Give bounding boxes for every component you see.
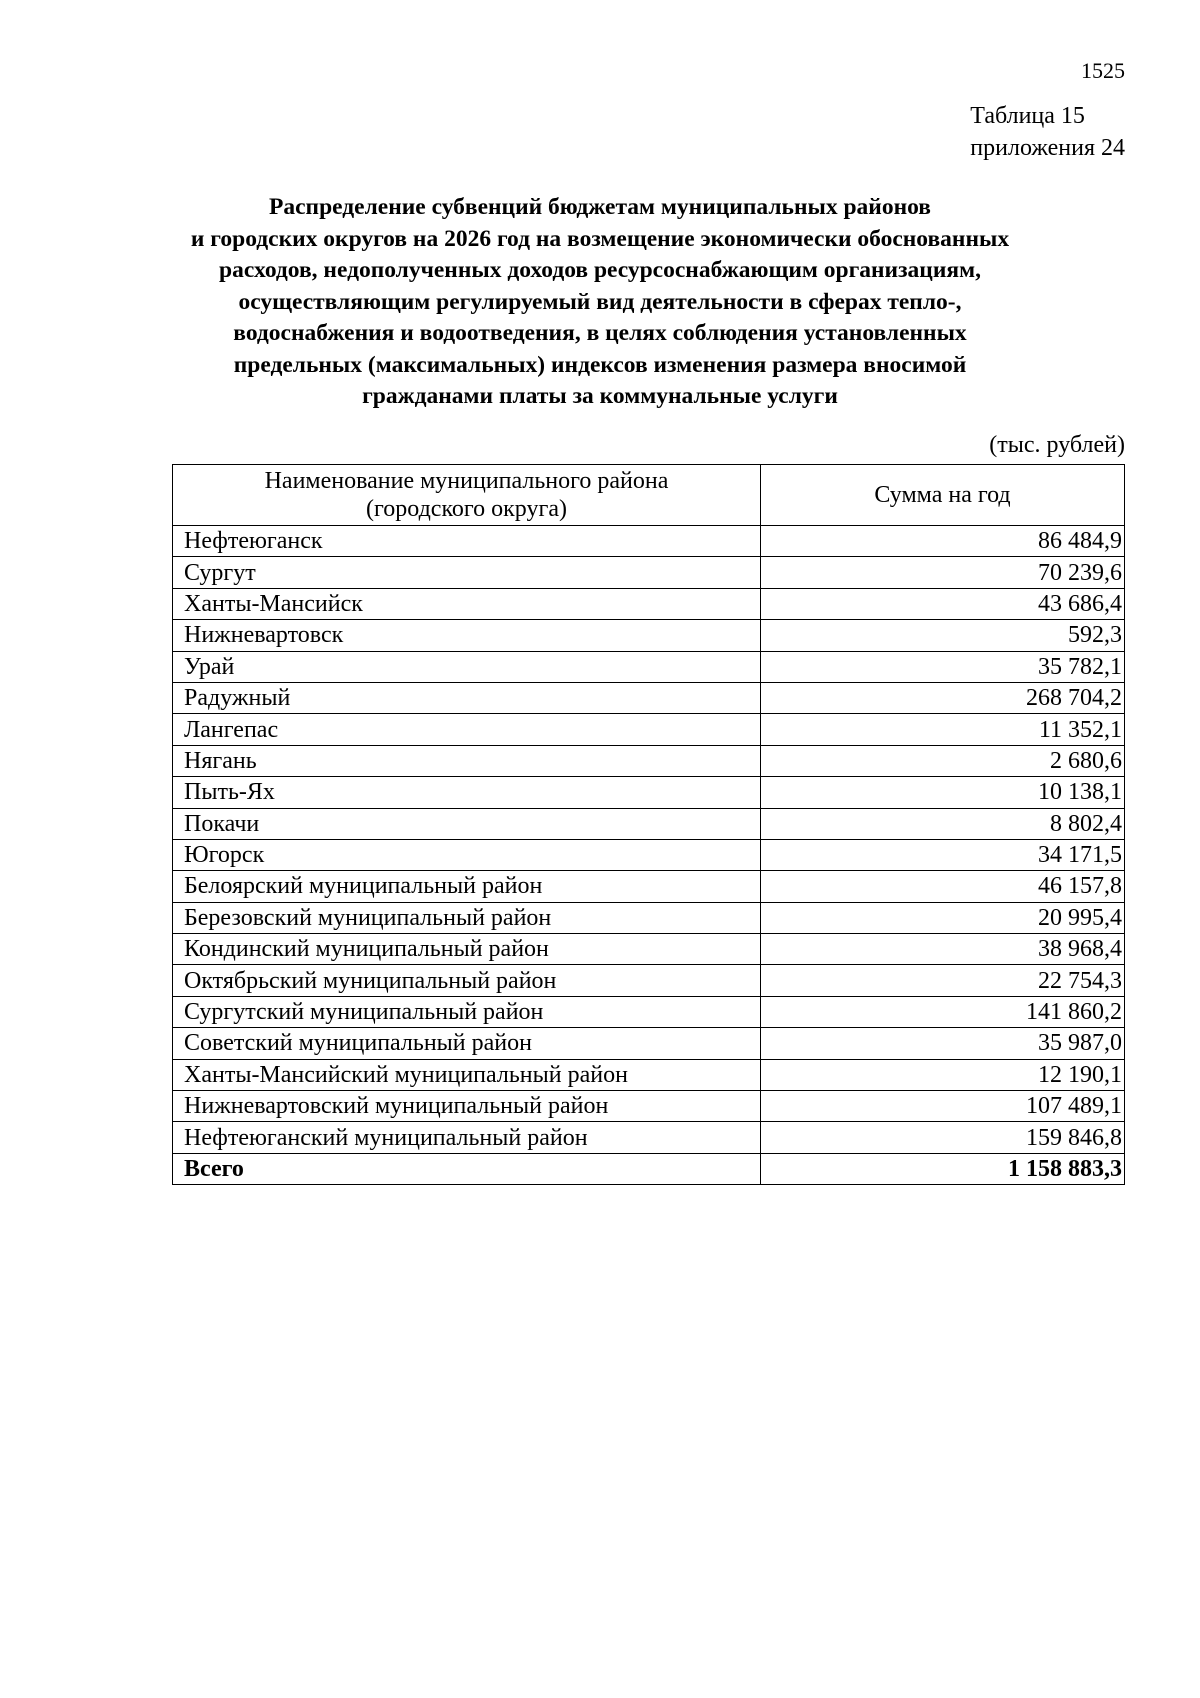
header-municipality bbox=[173, 465, 761, 526]
table-row bbox=[173, 871, 1125, 902]
table-row bbox=[173, 526, 1125, 557]
table-row bbox=[173, 714, 1125, 745]
table-header-row bbox=[173, 465, 1125, 526]
amount-value: 70 239,6 bbox=[761, 557, 1125, 588]
municipality-name: Ханты-Мансийский муниципальный район bbox=[173, 1059, 761, 1090]
table-row bbox=[173, 1091, 1125, 1122]
table-row bbox=[173, 557, 1125, 588]
amount-value: 592,3 bbox=[761, 620, 1125, 651]
header-municipality-line1: Наименование муниципального района bbox=[264, 468, 669, 494]
title-line: и городских округов на 2026 год на возмещение экономически обоснованных bbox=[190, 225, 1010, 252]
municipality-name: Нефтеюганский муниципальный район bbox=[173, 1122, 761, 1153]
unit-note: (тыс. рублей) bbox=[989, 432, 1125, 458]
table-row bbox=[173, 777, 1125, 808]
table-row bbox=[173, 1059, 1125, 1090]
amount-value: 34 171,5 bbox=[761, 839, 1125, 870]
page-number: 1525 bbox=[1081, 58, 1125, 83]
amount-value: 12 190,1 bbox=[761, 1059, 1125, 1090]
amount-value: 268 704,2 bbox=[761, 682, 1125, 713]
municipality-name: Пыть-Ях bbox=[173, 777, 761, 808]
municipality-name: Кондинский муниципальный район bbox=[173, 934, 761, 965]
appendix-number: приложения 24 bbox=[970, 135, 1125, 161]
municipality-name: Белоярский муниципальный район bbox=[173, 871, 761, 902]
municipality-name: Лангепас bbox=[173, 714, 761, 745]
municipality-name: Урай bbox=[173, 651, 761, 682]
title-line: осуществляющим регулируемый вид деятельности в сферах тепло-, bbox=[238, 288, 962, 315]
municipality-name: Нягань bbox=[173, 745, 761, 776]
table-row bbox=[173, 902, 1125, 933]
title-line: гражданами платы за коммунальные услуги bbox=[362, 383, 838, 409]
amount-value: 159 846,8 bbox=[761, 1122, 1125, 1153]
table-row bbox=[173, 745, 1125, 776]
municipality-name: Покачи bbox=[173, 808, 761, 839]
table-row bbox=[173, 808, 1125, 839]
amount-value: 22 754,3 bbox=[761, 965, 1125, 996]
title-line: водоснабжения и водоотведения, в целях соблюдения установленных bbox=[233, 320, 967, 346]
table-row bbox=[173, 588, 1125, 619]
amount-value: 35 782,1 bbox=[761, 651, 1125, 682]
municipality-name: Нижневартовский муниципальный район bbox=[173, 1091, 761, 1122]
municipality-name: Сургутский муниципальный район bbox=[173, 996, 761, 1027]
amount-value: 8 802,4 bbox=[761, 808, 1125, 839]
table-body bbox=[173, 526, 1125, 1185]
amount-value: 107 489,1 bbox=[761, 1091, 1125, 1122]
municipality-name: Октябрьский муниципальный район bbox=[173, 965, 761, 996]
table-row bbox=[173, 934, 1125, 965]
header-municipality-line2: (городского округа) bbox=[366, 496, 567, 522]
municipality-name: Березовский муниципальный район bbox=[173, 902, 761, 933]
total-row bbox=[173, 1153, 1125, 1184]
amount-value: 86 484,9 bbox=[761, 526, 1125, 557]
municipality-name: Радужный bbox=[173, 682, 761, 713]
municipality-name: Ханты-Мансийск bbox=[173, 588, 761, 619]
subvention-table bbox=[172, 464, 1125, 1185]
document-title bbox=[150, 192, 1050, 413]
table-row bbox=[173, 682, 1125, 713]
total-label: Всего bbox=[173, 1153, 761, 1184]
amount-value: 43 686,4 bbox=[761, 588, 1125, 619]
total-amount: 1 158 883,3 bbox=[761, 1153, 1125, 1184]
title-line: Распределение субвенций бюджетам муниципальных районов bbox=[269, 194, 931, 220]
municipality-name: Советский муниципальный район bbox=[173, 1028, 761, 1059]
amount-value: 20 995,4 bbox=[761, 902, 1125, 933]
amount-value: 11 352,1 bbox=[761, 714, 1125, 745]
header-amount: Сумма на год bbox=[761, 465, 1125, 526]
table-row bbox=[173, 965, 1125, 996]
table-row bbox=[173, 620, 1125, 651]
amount-value: 46 157,8 bbox=[761, 871, 1125, 902]
table-number: Таблица 15 bbox=[970, 103, 1085, 129]
title-line: предельных (максимальных) индексов изменения размера вносимой bbox=[233, 351, 967, 378]
amount-value: 141 860,2 bbox=[761, 996, 1125, 1027]
municipality-name: Сургут bbox=[173, 557, 761, 588]
table-row bbox=[173, 651, 1125, 682]
amount-value: 2 680,6 bbox=[761, 745, 1125, 776]
municipality-name: Нефтеюганск bbox=[173, 526, 761, 557]
table-row bbox=[173, 1122, 1125, 1153]
table-reference bbox=[970, 100, 1125, 164]
amount-value: 35 987,0 bbox=[761, 1028, 1125, 1059]
table-row bbox=[173, 996, 1125, 1027]
municipality-name: Нижневартовск bbox=[173, 620, 761, 651]
title-line: расходов, недополученных доходов ресурсоснабжающим организациям, bbox=[219, 257, 981, 283]
municipality-name: Югорск bbox=[173, 839, 761, 870]
amount-value: 38 968,4 bbox=[761, 934, 1125, 965]
table-row bbox=[173, 839, 1125, 870]
table-row bbox=[173, 1028, 1125, 1059]
amount-value: 10 138,1 bbox=[761, 777, 1125, 808]
